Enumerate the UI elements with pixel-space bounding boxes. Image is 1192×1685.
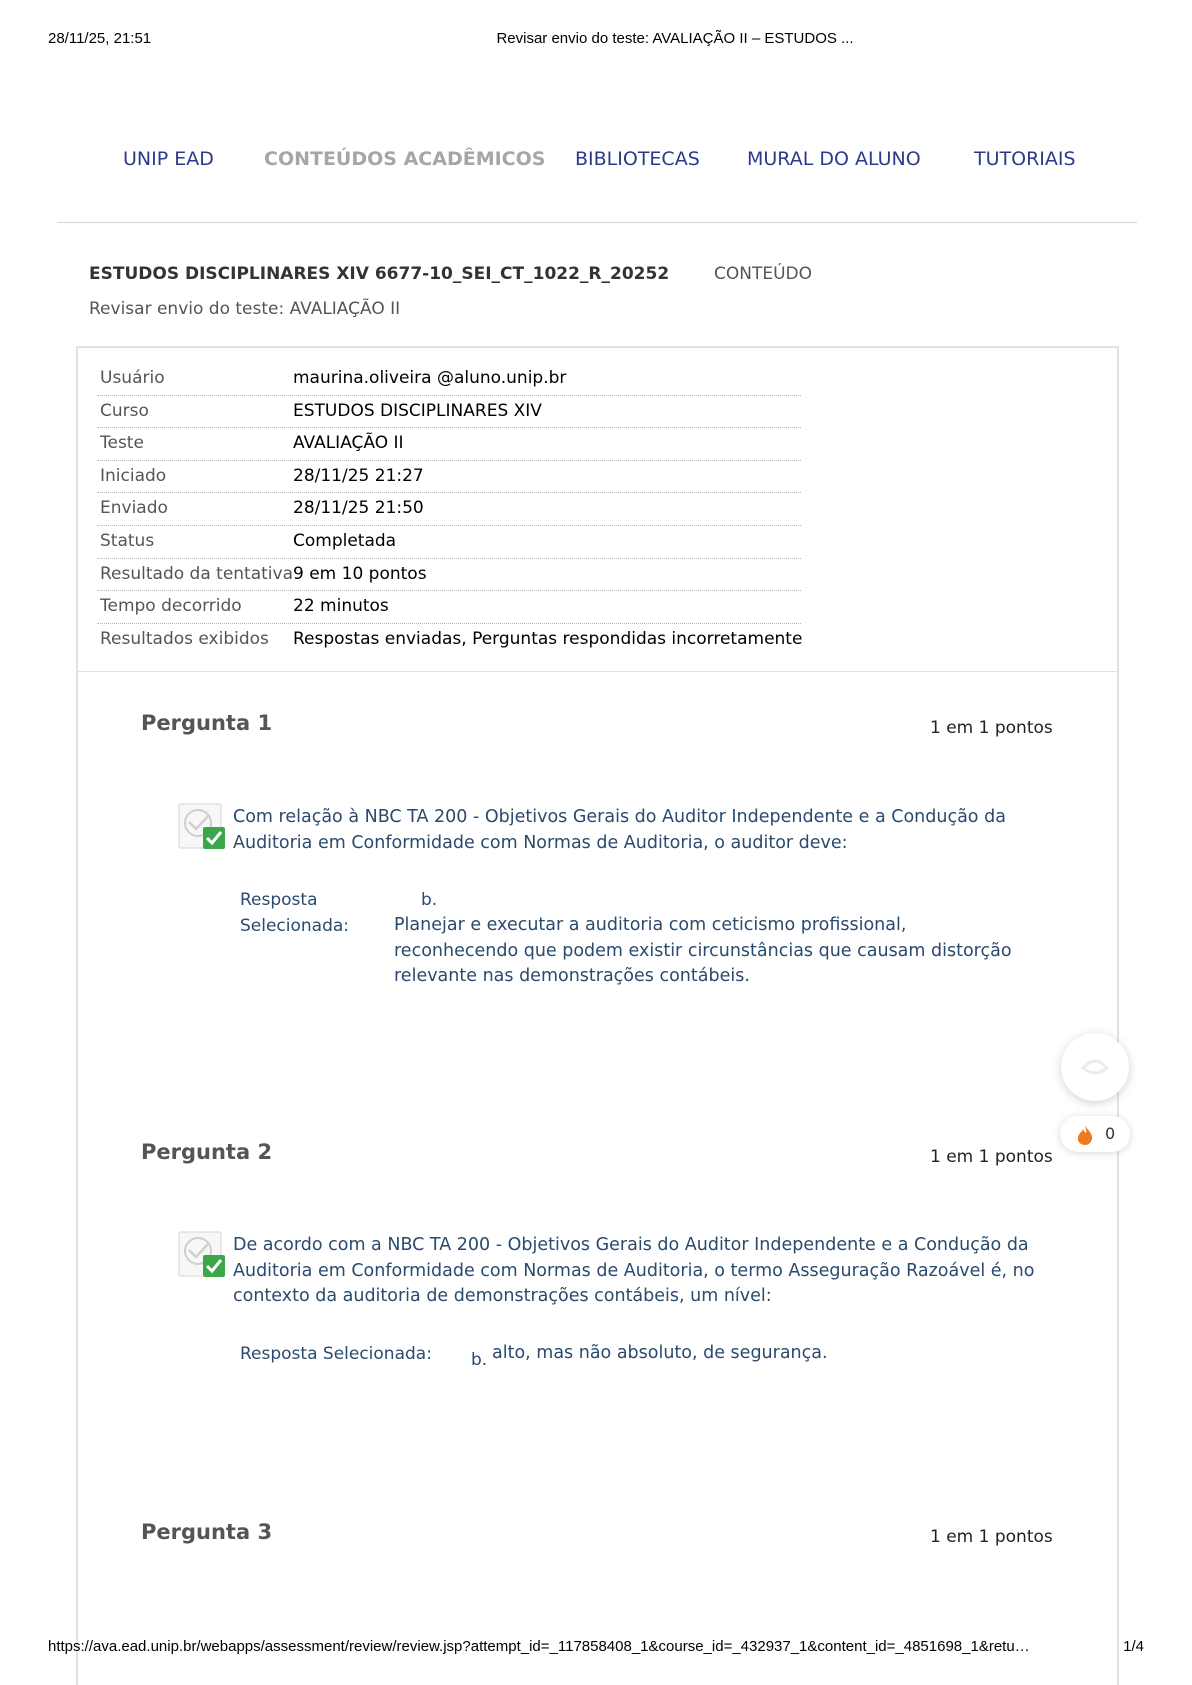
page-number: 1/4 <box>1123 1638 1144 1655</box>
info-value: AVALIAÇÃO II <box>293 433 404 454</box>
question-2-title: Pergunta 2 <box>141 1140 273 1164</box>
info-value: 28/11/25 21:50 <box>293 498 424 519</box>
print-page-title: Revisar envio do teste: AVALIAÇÃO II – ESTUDOS ... <box>496 30 854 47</box>
response-label <box>240 887 349 939</box>
print-datetime: 28/11/25, 21:51 <box>48 30 152 47</box>
correct-answer-icon <box>178 1231 228 1279</box>
nav-tutoriais[interactable]: TUTORIAIS <box>974 148 1076 170</box>
answer-letter: b. <box>421 890 438 910</box>
nav-unip-ead[interactable]: UNIP EAD <box>123 148 214 170</box>
question-2-text: De acordo com a NBC TA 200 - Objetivos Gerais do Auditor Independente e a Condução da Auditoria em Conformidade com Normas de Auditoria, o termo Asseguração Razoável é, no contexto da auditoria de demonstrações contábeis, um nível: <box>233 1235 1035 1306</box>
info-value: Completada <box>293 530 397 551</box>
info-value: Respostas enviadas, Perguntas respondidas incorretamente <box>293 628 803 649</box>
correct-answer-icon <box>178 803 228 851</box>
info-label: Resultado da tentativa <box>100 563 294 584</box>
info-value: ESTUDOS DISCIPLINARES XIV <box>293 400 542 421</box>
question-2-points: 1 em 1 pontos <box>930 1147 1053 1167</box>
nav-bibliotecas[interactable]: BIBLIOTECAS <box>575 148 700 170</box>
info-row <box>97 396 801 429</box>
response-label-line-1: Resposta <box>240 890 318 910</box>
info-label: Iniciado <box>100 465 167 486</box>
info-row <box>97 526 801 559</box>
nav-divider <box>57 222 1137 223</box>
assistant-icon <box>1061 1033 1129 1101</box>
breadcrumb-section[interactable]: CONTEÚDO <box>714 264 813 284</box>
info-row <box>97 428 801 461</box>
response-label: Resposta Selecionada: <box>240 1344 432 1364</box>
question-1-title: Pergunta 1 <box>141 711 273 735</box>
streak-badge[interactable] <box>1060 1116 1130 1152</box>
print-footer <box>48 1638 1144 1658</box>
info-value: maurina.oliveira @aluno.unip.br <box>293 368 567 388</box>
info-label: Status <box>100 530 155 551</box>
info-row <box>97 591 801 624</box>
info-row <box>97 624 801 657</box>
info-row <box>97 493 801 526</box>
nav-conteudos-academicos[interactable]: CONTEÚDOS ACADÊMICOS <box>264 148 546 170</box>
info-label: Tempo decorrido <box>100 596 242 617</box>
info-value: 9 em 10 pontos <box>293 563 427 584</box>
info-row <box>97 461 801 494</box>
info-label: Usuário <box>100 368 165 388</box>
attempt-info-table <box>97 363 801 656</box>
info-row <box>97 363 801 396</box>
page-subtitle: Revisar envio do teste: AVALIAÇÃO II <box>89 299 401 319</box>
info-value: 22 minutos <box>293 596 389 617</box>
panel-divider <box>78 671 1117 672</box>
response-label-line-2: Selecionada: <box>240 916 350 936</box>
main-nav <box>0 148 1192 178</box>
print-header <box>48 30 1144 52</box>
streak-count: 0 <box>1105 1124 1116 1143</box>
info-label: Resultados exibidos <box>100 628 269 649</box>
page-url: https://ava.ead.unip.br/webapps/assessment/review/review.jsp?attempt_id=_117858408_1&course_id=_432937_1&content_id=_4851698_1&retu… <box>48 1638 1030 1655</box>
info-label: Enviado <box>100 498 168 519</box>
nav-mural-do-aluno[interactable]: MURAL DO ALUNO <box>747 148 921 170</box>
flame-icon <box>1075 1124 1095 1146</box>
info-label: Teste <box>100 433 144 454</box>
info-label: Curso <box>100 400 149 421</box>
selected-answer: alto, mas não absoluto, de segurança. <box>492 1343 828 1363</box>
question-1-points: 1 em 1 pontos <box>930 718 1053 738</box>
info-row <box>97 559 801 592</box>
question-3-title: Pergunta 3 <box>141 1520 273 1544</box>
question-1-text: Com relação à NBC TA 200 - Objetivos Gerais do Auditor Independente e a Condução da Auditoria em Conformidade com Normas de Auditoria, o auditor deve: <box>233 807 1006 853</box>
question-3-points: 1 em 1 pontos <box>930 1527 1053 1547</box>
selected-answer: Planejar e executar a auditoria com ceticismo profissional, reconhecendo que podem existir circunstâncias que causam distorção relevante nas demonstrações contábeis. <box>394 915 1012 986</box>
answer-letter: b. <box>471 1350 488 1370</box>
course-title[interactable]: ESTUDOS DISCIPLINARES XIV 6677-10_SEI_CT_1022_R_20252 <box>89 264 670 284</box>
assistant-button[interactable] <box>1061 1033 1129 1101</box>
info-value: 28/11/25 21:27 <box>293 465 424 486</box>
